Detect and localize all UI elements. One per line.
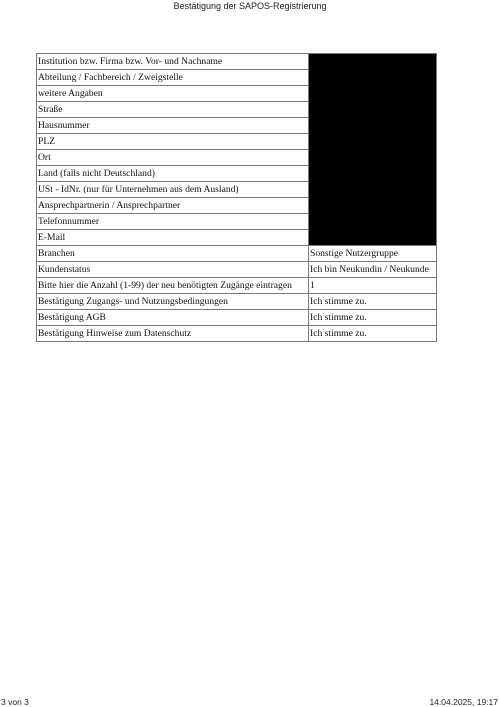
registration-summary-table	[36, 53, 437, 342]
redacted-value	[309, 198, 437, 214]
redacted-value	[309, 150, 437, 166]
table-row	[37, 326, 437, 342]
row-label: Telefonnummer	[37, 214, 309, 230]
page-title: Bestätigung der SAPOS-Registrierung	[173, 1, 327, 11]
row-label: Ansprechpartnerin / Ansprechpartner	[37, 198, 309, 214]
row-label: Hausnummer	[37, 118, 309, 134]
row-value: Ich stimme zu.	[309, 326, 437, 342]
row-label: Bestätigung Zugangs- und Nutzungsbedingungen	[37, 294, 309, 310]
row-label: PLZ	[37, 134, 309, 150]
page-indicator: 3 von 3	[1, 697, 29, 707]
row-label: Bestätigung AGB	[37, 310, 309, 326]
table-row	[37, 182, 437, 198]
row-label: Bitte hier die Anzahl (1-99) der neu benötigten Zugänge eintragen	[37, 278, 309, 294]
row-label: Land (falls nicht Deutschland)	[37, 166, 309, 182]
row-label: E-Mail	[37, 230, 309, 246]
table-row	[37, 166, 437, 182]
row-label: Straße	[37, 102, 309, 118]
row-label: Abteilung / Fachbereich / Zweigstelle	[37, 70, 309, 86]
table-row	[37, 214, 437, 230]
table-row	[37, 54, 437, 70]
table-row	[37, 86, 437, 102]
table-body	[37, 54, 437, 342]
table-row	[37, 134, 437, 150]
redacted-value	[309, 182, 437, 198]
table-row	[37, 294, 437, 310]
table-row	[37, 150, 437, 166]
row-value: 1	[309, 278, 437, 294]
table-row	[37, 278, 437, 294]
row-value: Ich stimme zu.	[309, 294, 437, 310]
redacted-value	[309, 102, 437, 118]
redacted-value	[309, 118, 437, 134]
row-value: Ich bin Neukundin / Neukunde	[309, 262, 437, 278]
redacted-value	[309, 214, 437, 230]
row-label: Kundenstatus	[37, 262, 309, 278]
row-label: USt - IdNr. (nur für Unternehmen aus dem Ausland)	[37, 182, 309, 198]
redacted-value	[309, 86, 437, 102]
print-timestamp: 14.04.2025, 19:17	[429, 697, 498, 707]
redacted-value	[309, 166, 437, 182]
table-row	[37, 310, 437, 326]
redacted-value	[309, 134, 437, 150]
row-label: Ort	[37, 150, 309, 166]
row-value: Sonstige Nutzergruppe	[309, 246, 437, 262]
row-value: Ich stimme zu.	[309, 310, 437, 326]
redacted-value	[309, 70, 437, 86]
table-row	[37, 102, 437, 118]
table-row	[37, 262, 437, 278]
table-row	[37, 70, 437, 86]
table-row	[37, 230, 437, 246]
redacted-value	[309, 230, 437, 246]
table-row	[37, 118, 437, 134]
row-label: Branchen	[37, 246, 309, 262]
redacted-value	[309, 54, 437, 70]
row-label: Institution bzw. Firma bzw. Vor- und Nachname	[37, 54, 309, 70]
table-row	[37, 198, 437, 214]
table-row	[37, 246, 437, 262]
row-label: weitere Angaben	[37, 86, 309, 102]
row-label: Bestätigung Hinweise zum Datenschutz	[37, 326, 309, 342]
